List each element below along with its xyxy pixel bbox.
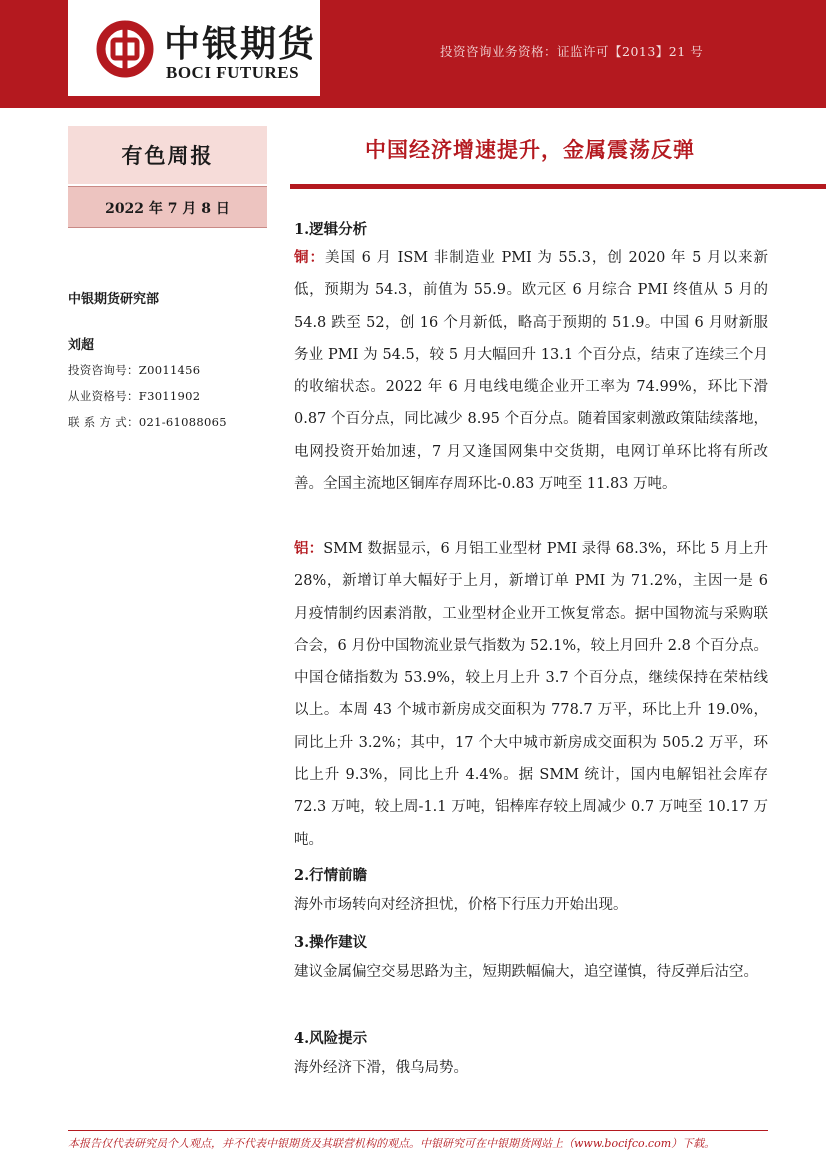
consult-number: 投资咨询号：Z0011456: [68, 363, 201, 377]
contact-phone: 联 系 方 式：021-61088065: [68, 415, 227, 429]
section-heading-risk: 4.风险提示: [294, 1030, 368, 1047]
analyst-name: 刘超: [68, 338, 95, 353]
copper-lead: 铜：: [294, 249, 326, 266]
logo-chinese-name: 中银期货: [164, 23, 317, 65]
paragraph-outlook: 海外市场转向对经济担忧，价格下行压力开始出现。: [294, 897, 628, 913]
department: 中银期货研究部: [68, 292, 160, 307]
section-heading-advice: 3.操作建议: [294, 934, 368, 951]
paragraph-risk: 海外经济下滑，俄乌局势。: [294, 1060, 468, 1076]
logo: [68, 0, 320, 96]
footer-divider: [68, 1130, 768, 1131]
section-heading-outlook: 2.行情前瞻: [294, 867, 368, 884]
report-date: 2022 年 7 月 8 日: [105, 201, 230, 217]
paragraph-advice: 建议金属偏空交易思路为主，短期跌幅偏大，追空谨慎，待反弹后沽空。: [294, 964, 758, 980]
report-date-box: [68, 186, 267, 228]
aluminum-lead: 铝：: [294, 540, 324, 557]
aluminum-text: SMM 数据显示，6 月铝工业型材 PMI 录得 68.3%，环比 5 月上升 28%，新增订单大幅好于上月，新增订单 PMI 为 71.2%，主因一是 6 月疫情制约因素消散，工业型材企业开工恢复常态。据中国物流与采购联合会，6 月份中国物流业景气指数为 52.1%，较上月回升 2.8 个百分点。中国仓储指数为 53.9%，较上月上升 3.7 个百分点，继续保持在荣枯线以上。本周 43 个城市新房成交面积为 778.7 万平，环比上升 19.0%，同比上升 3.2%；其中，17 个大中城市新房成交面积为 505.2 万平，环比上升 9.3%，同比上升 4.4%。据 SMM 统计，国内电解铝社会库存 72.3 万吨，较上周-1.1 万吨，铝棒库存较上周减少 0.7 万吨至 10.17 万吨。: [294, 541, 769, 848]
section-heading-logic: 1.逻辑分析: [294, 221, 368, 238]
header-band: [0, 0, 826, 108]
copper-text: 美国 6 月 ISM 非制造业 PMI 为 55.3，创 2020 年 5 月以来新低，预期为 54.3，前值为 55.9。欧元区 6 月综合 PMI 终值从 5 月的 54.8 跌至 52，创 16 个月新低，略高于预期的 51.9。中国 6 月财新服务业 PMI 为 54.5，较 5 月大幅回升 13.1 个百分点，结束了连续三个月的收缩状态。2022 年 6 月电线电缆企业开工率为 74.99%，环比下滑 0.87 个百分点，同比减少 8.95 个百分点。随着国家刺激政策陆续落地，电网投资开始加速，7 月又逢国网集中交货期，电网订单环比将有所改善。全国主流地区铜库存周环比-0.83 万吨至 11.83 万吨。: [294, 250, 768, 493]
title-divider: [290, 184, 826, 189]
qualification-number: 从业资格号：F3011902: [68, 389, 201, 403]
license-text: 投资咨询业务资格：证监许可【2013】21 号: [440, 44, 704, 59]
report-title: 中国经济增速提升，金属震荡反弹: [365, 137, 695, 162]
footer-disclaimer: 本报告仅代表研究员个人观点，并不代表中银期货及其联营机构的观点。中银研究可在中银期货网站上（www.bocifco.com）下载。: [68, 1137, 716, 1150]
logo-english-name: BOCI FUTURES: [166, 63, 300, 82]
boc-logo-icon: [96, 20, 154, 78]
paragraph-copper: [294, 242, 768, 500]
paragraph-aluminum: [294, 533, 768, 856]
sidebar: [68, 126, 267, 1076]
report-type: 有色周报: [121, 143, 214, 168]
report-type-box: [68, 126, 267, 184]
